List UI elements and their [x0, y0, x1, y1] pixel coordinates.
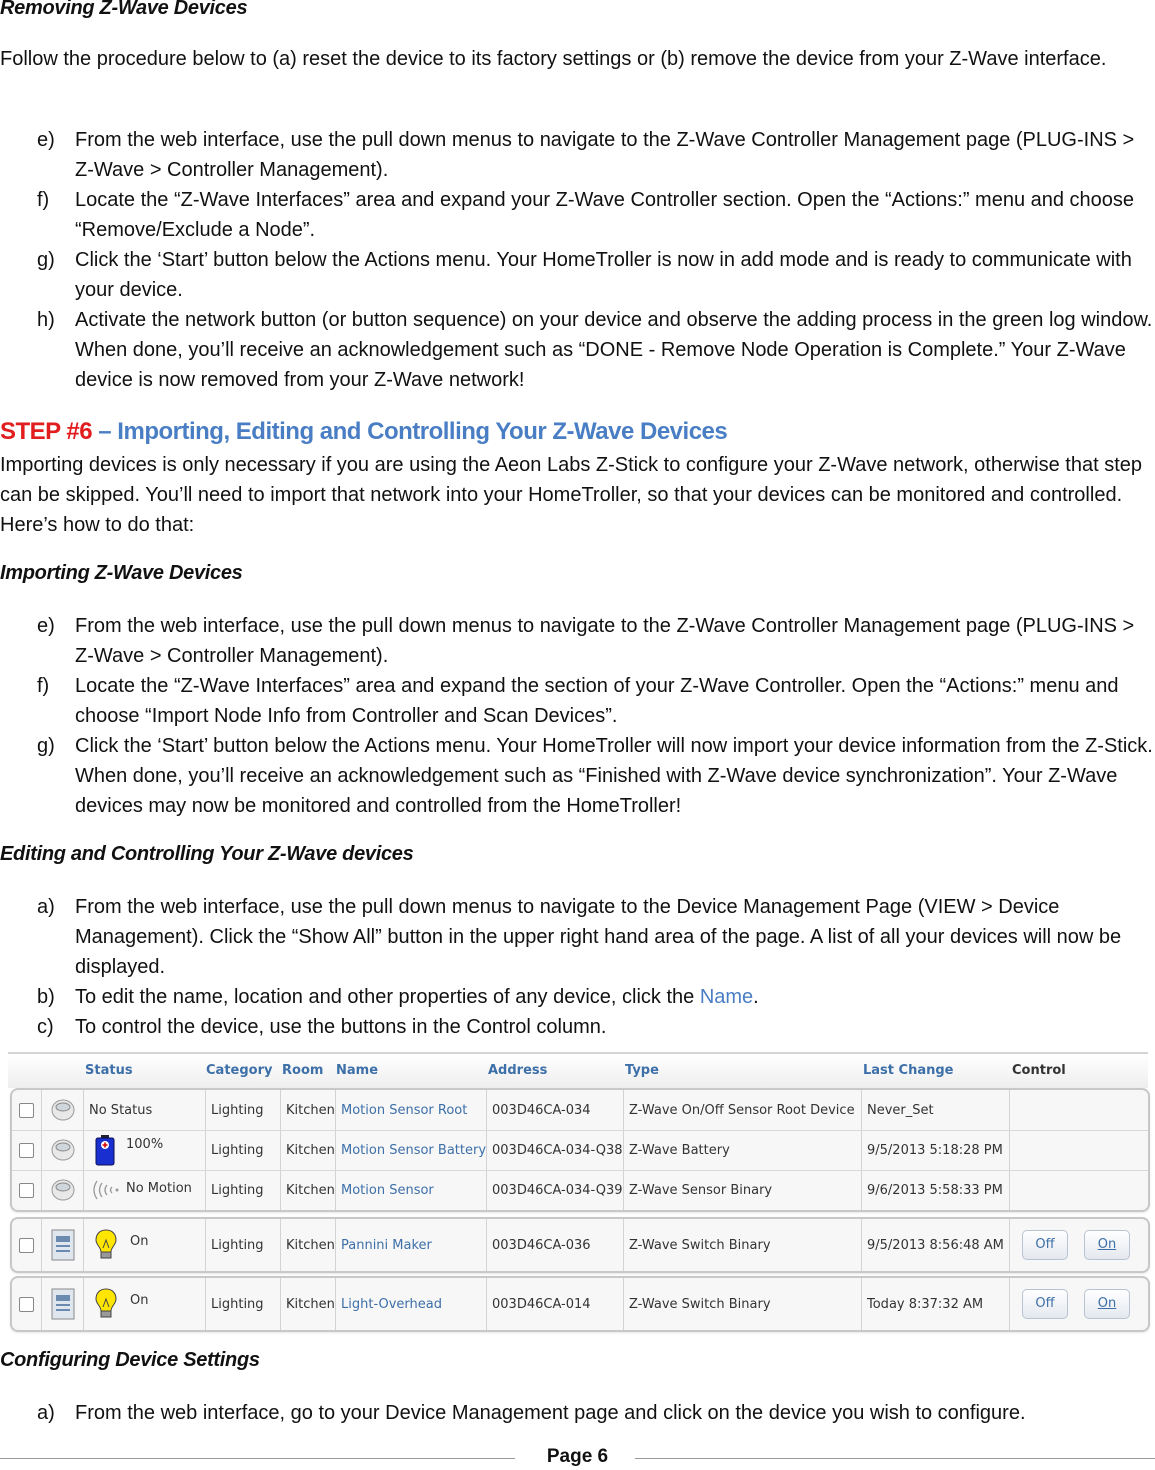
room-cell: Kitchen [281, 1090, 336, 1130]
device-group-motion-sensor [10, 1088, 1150, 1212]
col-category[interactable]: Category [206, 1063, 273, 1078]
status-text: On [130, 1233, 149, 1249]
col-type[interactable]: Type [625, 1063, 659, 1078]
table-row [12, 1219, 1148, 1271]
category-cell: Lighting [206, 1170, 281, 1210]
status-cell [84, 1130, 206, 1170]
address-cell: 003D46CA-034-Q39 [487, 1170, 624, 1210]
importing-heading: Importing Z-Wave Devices [0, 562, 243, 584]
editing-heading: Editing and Controlling Your Z-Wave devices [0, 843, 414, 865]
category-cell: Lighting [206, 1130, 281, 1170]
lightbulb-icon [94, 1228, 118, 1262]
importing-steps [0, 611, 1155, 821]
sensor-device-icon [50, 1177, 76, 1203]
switch-device-icon [50, 1229, 76, 1261]
status-text: No Status [84, 1090, 206, 1130]
status-cell [84, 1219, 206, 1271]
list-item: f) Locate the “Z-Wave Interfaces” area and expand the section of your Z-Wave Controller. Open the “Actions:” menu and choose “Import Node Info from Controller and Scan Devices”. [37, 675, 1119, 727]
table-header [8, 1052, 1148, 1088]
col-last-change[interactable]: Last Change [863, 1063, 954, 1078]
type-cell: Z-Wave On/Off Sensor Root Device [624, 1090, 862, 1130]
removing-steps [0, 125, 1155, 395]
device-name-link[interactable]: Light-Overhead [336, 1278, 487, 1330]
category-cell: Lighting [206, 1278, 281, 1330]
list-item: a) From the web interface, use the pull down menus to navigate to the Device Management Page (VIEW > Device Management). Click the “Show All” button in the upper right hand area of the page. A list of all your devices will now be displayed. [37, 896, 1122, 978]
control-cell [1010, 1278, 1148, 1330]
room-cell: Kitchen [281, 1219, 336, 1271]
editing-steps [0, 892, 1155, 1042]
address-cell: 003D46CA-014 [487, 1278, 624, 1330]
col-room[interactable]: Room [282, 1063, 324, 1078]
address-cell: 003D46CA-036 [487, 1219, 624, 1271]
row-checkbox[interactable] [19, 1297, 34, 1312]
device-group-light-overhead [10, 1276, 1150, 1332]
row-checkbox[interactable] [19, 1143, 34, 1158]
status-text: 100% [126, 1136, 164, 1152]
status-text: No Motion [126, 1180, 192, 1196]
configuring-heading: Configuring Device Settings [0, 1349, 260, 1371]
step6-label: STEP #6 [0, 418, 93, 445]
step6-intro: Importing devices is only necessary if you are using the Aeon Labs Z-Stick to configure your Z-Wave network, otherwise that step can be skipped. You’ll need to import that network into your HomeTroller, so that your devices can be monitored and controlled. Here’s how to do that: [0, 454, 1143, 536]
motion-waves-icon [89, 1177, 123, 1203]
switch-device-icon [50, 1288, 76, 1320]
control-cell [1010, 1170, 1148, 1210]
row-checkbox[interactable] [19, 1103, 34, 1118]
device-name-link[interactable]: Pannini Maker [336, 1219, 487, 1271]
step6-title: – Importing, Editing and Controlling Your Z-Wave Devices [92, 418, 728, 445]
control-cell [1010, 1130, 1148, 1170]
sensor-device-icon [50, 1137, 76, 1163]
category-cell: Lighting [206, 1090, 281, 1130]
off-button[interactable]: Off [1022, 1289, 1068, 1319]
off-button[interactable]: Off [1022, 1230, 1068, 1260]
device-name-link[interactable]: Motion Sensor Root [336, 1090, 487, 1130]
list-item: e) From the web interface, use the pull down menus to navigate to the Z-Wave Controller Management page (PLUG-INS > Z-Wave > Controller Management). [37, 615, 1135, 667]
name-link[interactable]: Name [699, 986, 754, 1008]
page-number: Page 6 [0, 1446, 1155, 1468]
removing-heading: Removing Z-Wave Devices [0, 0, 248, 19]
type-cell: Z-Wave Switch Binary [624, 1219, 862, 1271]
device-name-link[interactable]: Motion Sensor [336, 1170, 487, 1210]
status-cell [84, 1170, 206, 1210]
type-cell: Z-Wave Battery [624, 1130, 862, 1170]
row-checkbox[interactable] [19, 1183, 34, 1198]
sensor-device-icon [50, 1097, 76, 1123]
list-item: b) To edit the name, location and other properties of any device, click the Name. [37, 986, 759, 1008]
address-cell: 003D46CA-034-Q38 [487, 1130, 624, 1170]
list-item: e) From the web interface, use the pull down menus to navigate to the Z-Wave Controller Management page (PLUG-INS > Z-Wave > Controller Management). [37, 129, 1135, 181]
device-group-pannini [10, 1217, 1150, 1273]
room-cell: Kitchen [281, 1130, 336, 1170]
col-control: Control [1012, 1063, 1066, 1078]
device-table [8, 1052, 1148, 1332]
col-name[interactable]: Name [336, 1063, 379, 1078]
removing-intro: Follow the procedure below to (a) reset the device to its factory settings or (b) remove the device from your Z-Wave interface. [0, 48, 1107, 70]
step6-heading [0, 418, 727, 446]
category-cell: Lighting [206, 1219, 281, 1271]
control-cell [1010, 1090, 1148, 1130]
on-button[interactable]: On [1084, 1289, 1130, 1319]
lightbulb-icon [94, 1287, 118, 1321]
list-item: g) Click the ‘Start’ button below the Actions menu. Your HomeTroller is now in add mode and is ready to communicate with your device. [37, 249, 1132, 301]
table-row [12, 1278, 1148, 1330]
type-cell: Z-Wave Switch Binary [624, 1278, 862, 1330]
table-row [12, 1170, 1148, 1210]
control-cell [1010, 1219, 1148, 1271]
room-cell: Kitchen [281, 1170, 336, 1210]
table-row [12, 1130, 1148, 1171]
status-cell [84, 1278, 206, 1330]
device-name-link[interactable]: Motion Sensor Battery [336, 1130, 487, 1170]
col-status[interactable]: Status [85, 1063, 133, 1078]
col-address[interactable]: Address [488, 1063, 548, 1078]
last-change-cell: 9/6/2013 5:58:33 PM [862, 1170, 1010, 1210]
list-item: a) From the web interface, go to your Device Management page and click on the device you wish to configure. [37, 1402, 1026, 1424]
status-text: On [130, 1292, 149, 1308]
type-cell: Z-Wave Sensor Binary [624, 1170, 862, 1210]
last-change-cell: 9/5/2013 5:18:28 PM [862, 1130, 1010, 1170]
last-change-cell: 9/5/2013 8:56:48 AM [862, 1219, 1010, 1271]
table-row [12, 1090, 1148, 1131]
list-item: h) Activate the network button (or button sequence) on your device and observe the adding process in the green log window. When done, you’ll receive an acknowledgement such as “DONE - Remove Node Operation is Complete.” Your Z-Wave device is now removed from your Z-Wave network! [37, 309, 1153, 391]
list-item: g) Click the ‘Start’ button below the Actions menu. Your HomeTroller will now import your device information from the Z-Stick. When done, you’ll receive an acknowledgement such as “Finished with Z-Wave device synchronization”. Your Z-Wave devices may now be monitored and controlled from the HomeTroller! [37, 735, 1153, 817]
configuring-steps [0, 1398, 1155, 1428]
room-cell: Kitchen [281, 1278, 336, 1330]
address-cell: 003D46CA-034 [487, 1090, 624, 1130]
last-change-cell: Never_Set [862, 1090, 1010, 1130]
battery-icon [94, 1134, 116, 1166]
last-change-cell: Today 8:37:32 AM [862, 1278, 1010, 1330]
list-item: f) Locate the “Z-Wave Interfaces” area and expand your Z-Wave Controller section. Open the “Actions:” menu and choose “Remove/Exclude a Node”. [37, 189, 1135, 241]
list-item: c) To control the device, use the buttons in the Control column. [37, 1016, 607, 1038]
on-button[interactable]: On [1084, 1230, 1130, 1260]
row-checkbox[interactable] [19, 1238, 34, 1253]
